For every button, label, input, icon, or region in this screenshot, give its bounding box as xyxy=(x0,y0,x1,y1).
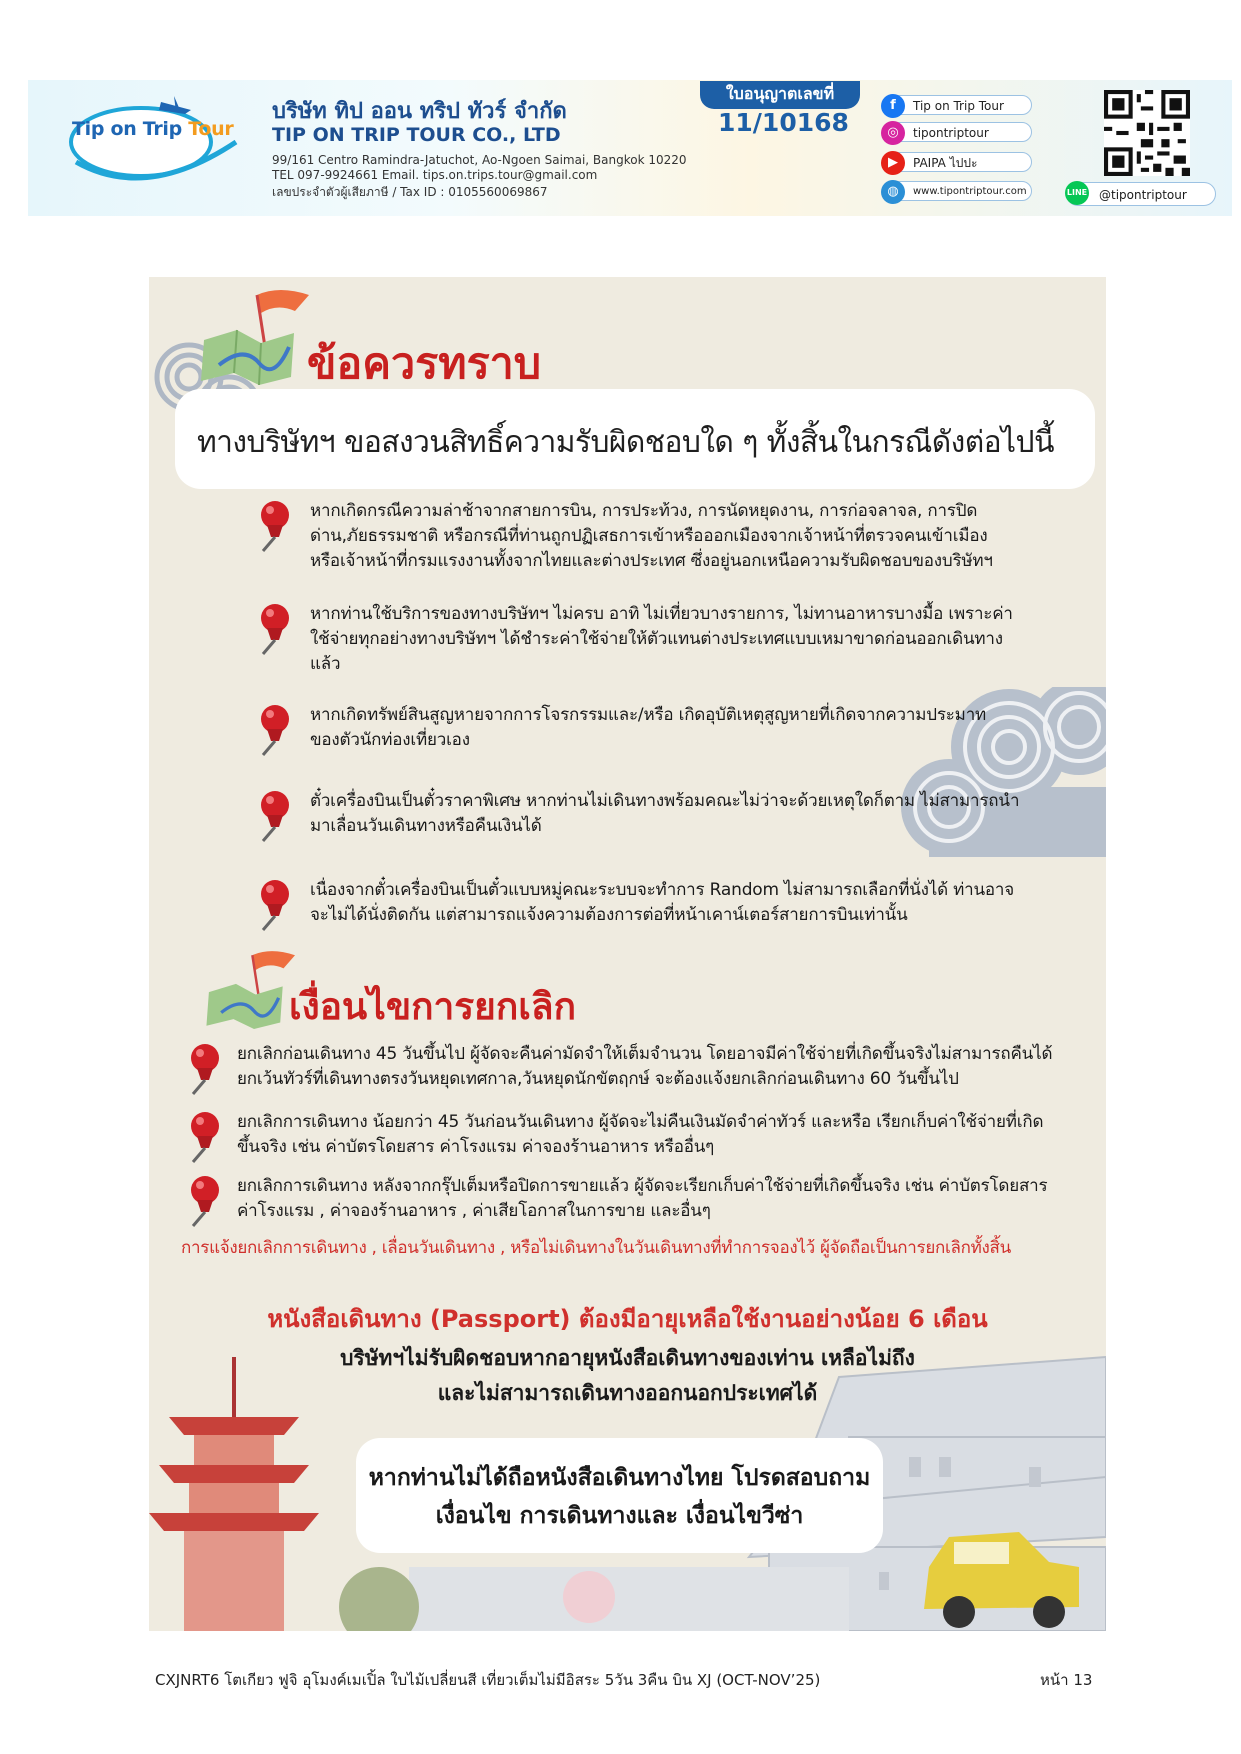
list-item-line: หากท่านใช้บริการของทางบริษัทฯ ไม่ครบ อาทิ ไม่เที่ยวบางรายการ, ไม่ทานอาหารบางมื้อ เพราะค่า xyxy=(310,604,1013,624)
map-flag-icon xyxy=(199,285,319,385)
push-pin-icon xyxy=(179,1040,227,1096)
company-contact: TEL 097-9924661 Email. tips.on.trips.tour@gmail.com xyxy=(272,168,598,182)
company-name-english: TIP ON TRIP TOUR CO., LTD xyxy=(272,124,561,146)
facebook-icon: f xyxy=(881,94,905,118)
list-item-line: ของตัวนักท่องเที่ยวเอง xyxy=(310,730,470,750)
list-item-line: ยกเว้นทัวร์ที่เดินทางตรงวันหยุดเทศกาล,วันหยุดนักขัตฤกษ์ จะต้องแจ้งยกเลิกก่อนเดินทาง 60 วันขึ้นไป xyxy=(237,1069,959,1089)
list-item-line: ใช้จ่ายทุกอย่างทางบริษัทฯ ได้ชำระค่าใช้จ่ายให้ตัวแทนต่างประเทศแบบเหมาขาดก่อนออกเดินทาง xyxy=(310,629,1003,649)
foreign-passport-box xyxy=(356,1438,883,1553)
cancellation-warning: การแจ้งยกเลิกการเดินทาง , เลื่อนวันเดินทาง , หรือไม่เดินทางในวันเดินทางที่ทำการจองไว้ ผู้จัดถือเป็นการยกเลิกทั้งสิ้น xyxy=(181,1238,1011,1258)
push-pin-icon xyxy=(249,787,297,843)
push-pin-icon xyxy=(249,876,297,932)
passport-note-line-2: และไม่สามารถเดินทางออกนอกประเทศได้ xyxy=(437,1381,818,1405)
company-logo xyxy=(66,92,246,202)
list-item-line: ค่าโรงแรม , ค่าจองร้านอาหาร , ค่าเสียโอกาสในการขาย และอื่นๆ xyxy=(237,1201,711,1221)
passport-headline: หนังสือเดินทาง (Passport) ต้องมีอายุเหลือใช้งานอย่างน้อย 6 เดือน xyxy=(267,1305,988,1333)
list-item-line: จะไม่ได้นั่งติดกัน แต่สามารถแจ้งความต้องการต่อที่หน้าเคาน์เตอร์สายการบินเท่านั้น xyxy=(310,905,908,925)
list-item xyxy=(310,703,1100,753)
list-item xyxy=(237,1110,1097,1160)
globe-icon: ◍ xyxy=(881,180,905,204)
list-item-line: ยกเลิกการเดินทาง น้อยกว่า 45 วันก่อนวันเดินทาง ผู้จัดจะไม่คืนเงินมัดจำค่าทัวร์ และหรือ เรียกเก็บค่าใช้จ่ายที่เกิด xyxy=(237,1112,1044,1132)
list-item-line: หากเกิดทรัพย์สินสูญหายจากการโจรกรรมและ/หรือ เกิดอุบัติเหตุสูญหายที่เกิดจากความประมาท xyxy=(310,705,987,725)
line-link[interactable]: LINE @tipontriptour xyxy=(1066,182,1216,206)
list-item-line: เนื่องจากตั๋วเครื่องบินเป็นตั๋วแบบหมู่คณะระบบจะทำการ Random ไม่สามารถเลือกที่นั่งได้ ท่านอาจ xyxy=(310,880,1015,900)
youtube-link[interactable]: ▶ PAIPA ไปปะ xyxy=(882,152,1032,172)
passport-note-line-1: บริษัทฯไม่รับผิดชอบหากอายุหนังสือเดินทางของเท่าน เหลือไม่ถึง xyxy=(340,1346,915,1370)
list-item-line: มาเลื่อนวันเดินทางหรือคืนเงินได้ xyxy=(310,816,542,836)
list-item-line: ขึ้นจริง เช่น ค่าบัตรโดยสาร ค่าโรงแรม ค่าจองร้านอาหาร หรืออื่นๆ xyxy=(237,1137,715,1157)
push-pin-icon xyxy=(249,497,297,553)
list-item xyxy=(310,878,1100,928)
youtube-icon: ▶ xyxy=(881,151,905,175)
website-link[interactable]: ◍ www.tipontriptour.com xyxy=(882,181,1032,201)
foreign-passport-line-2: เงื่อนไข การเดินทางและ เงื่อนไขวีซ่า xyxy=(435,1503,804,1529)
disclaimer-banner xyxy=(175,389,1095,489)
list-item-line: หากเกิดกรณีความล่าช้าจากสายการบิน, การประท้วง, การนัดหยุดงาน, การก่อจลาจล, การปิด xyxy=(310,501,978,521)
push-pin-icon xyxy=(249,701,297,757)
list-item xyxy=(310,499,1100,574)
list-item-line: ด่าน,ภัยธรรมชาติ หรือกรณีที่ท่านถูกปฏิเสธการเข้าหรือออกเมืองจากเจ้าหน้าที่ตรวจคนเข้าเมือง xyxy=(310,526,988,546)
list-item-line: ยกเลิกก่อนเดินทาง 45 วันขึ้นไป ผู้จัดจะคืนค่ามัดจำให้เต็มจำนวน โดยอาจมีค่าใช้จ่ายที่เกิดขึ้นจริงไม่สามารถคืนได้ xyxy=(237,1044,1053,1064)
instagram-icon: ◎ xyxy=(881,121,905,145)
facebook-link[interactable]: f Tip on Trip Tour xyxy=(882,95,1032,115)
push-pin-icon xyxy=(249,600,297,656)
company-name-thai: บริษัท ทิป ออน ทริป ทัวร์ จำกัด xyxy=(272,99,567,124)
list-item-line: ยกเลิกการเดินทาง หลังจากกรุ๊ปเต็มหรือปิดการขายแล้ว ผู้จัดจะเรียกเก็บค่าใช้จ่ายที่เกิดขึ้นจริง เช่น ค่าบัตรโดยสาร xyxy=(237,1176,1048,1196)
list-item xyxy=(310,602,1100,677)
company-tax-id: เลขประจำตัวผู้เสียภาษี / Tax ID : 0105560069867 xyxy=(272,185,548,199)
list-item-line: แล้ว xyxy=(310,654,341,674)
company-address: 99/161 Centro Ramindra-Jatuchot, Ao-Ngoen Saimai, Bangkok 10220 xyxy=(272,153,687,167)
list-item-line: ตั๋วเครื่องบินเป็นตั๋วราคาพิเศษ หากท่านไม่เดินทางพร้อมคณะไม่ว่าจะด้วยเหตุใดก็ตาม ไม่สามารถนำ xyxy=(310,791,1020,811)
foreign-passport-line-1: หากท่านไม่ได้ถือหนังสือเดินทางไทย โปรดสอบถาม xyxy=(368,1465,871,1491)
list-item xyxy=(237,1174,1097,1224)
info-poster xyxy=(149,277,1106,1631)
list-item xyxy=(237,1042,1097,1092)
instagram-link[interactable]: ◎ tipontriptour xyxy=(882,122,1032,142)
disclaimer-text: ทางบริษัทฯ ขอสงวนสิทธิ์ความรับผิดชอบใด ๆ ทั้งสิ้นในกรณีดังต่อไปนี้ xyxy=(197,425,1054,460)
push-pin-icon xyxy=(179,1172,227,1228)
list-item-line: หรือเจ้าหน้าที่กรมแรงงานทั้งจากไทยและต่างประเทศ ซึ่งอยู่นอกเหนือความรับผิดชอบของบริษัทฯ xyxy=(310,551,993,571)
footer-tour-code: CXJNRT6 โตเกียว ฟูจิ อุโมงค์เมเปิ้ล ใบไม้เปลี่ยนสี เที่ยวเต็มไม่มีอิสระ 5วัน 3คืน บิน XJ (OCT-NOV’25) xyxy=(155,1671,821,1689)
license-label: ใบอนุญาตเลขที่ xyxy=(700,81,860,109)
cancellation-title: เงื่อนไขการยกเลิก xyxy=(289,985,576,1028)
page-number: หน้า 13 xyxy=(1040,1671,1093,1689)
list-item xyxy=(310,789,1100,839)
license-number: 11/10168 xyxy=(718,108,849,137)
push-pin-icon xyxy=(179,1108,227,1164)
qr-code xyxy=(1104,90,1190,176)
logo-text: Tip on Trip Tour xyxy=(72,118,234,140)
line-icon: LINE xyxy=(1065,181,1089,205)
notice-title: ข้อควรทราบ xyxy=(307,339,542,389)
